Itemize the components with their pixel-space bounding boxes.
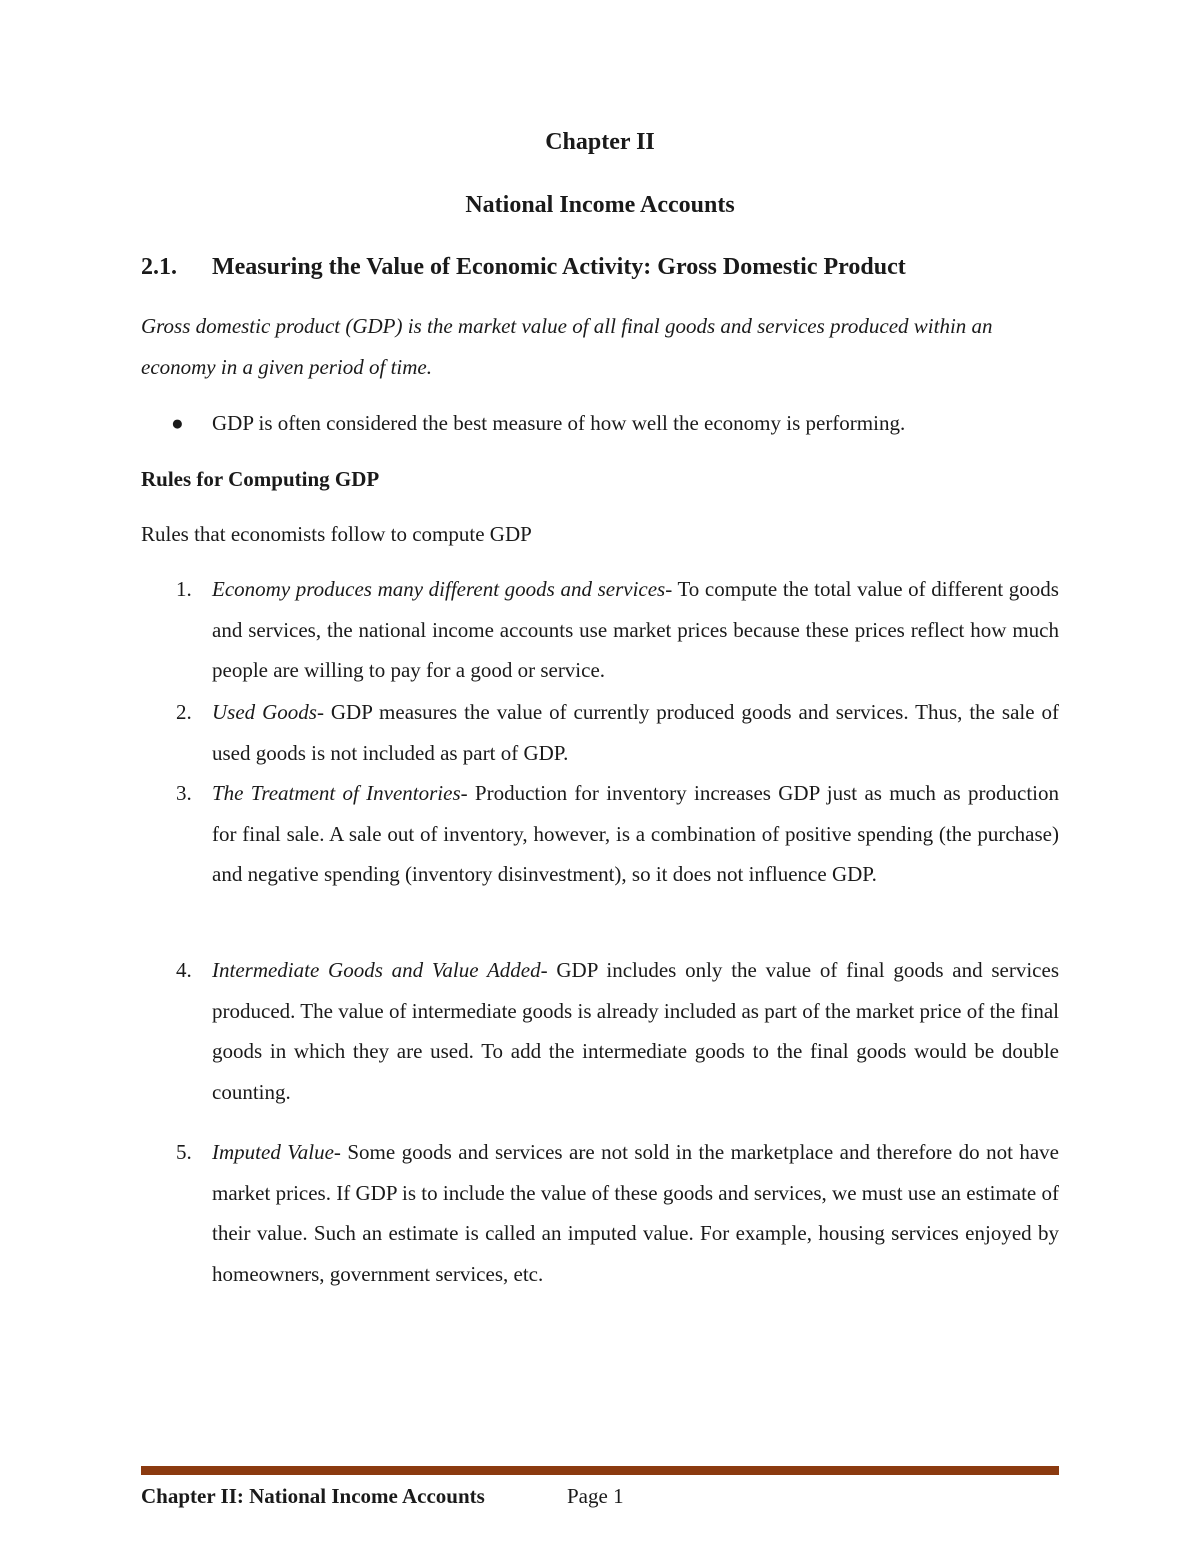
rule-item-5 [141, 1132, 1059, 1295]
rule-term: Used Goods [212, 700, 317, 724]
footer-rule [141, 1466, 1059, 1475]
rule-body [212, 569, 1059, 691]
bullet-item [141, 405, 1061, 441]
rule-body [212, 692, 1059, 773]
rule-number: 2. [176, 700, 192, 724]
rule-item-1 [141, 569, 1059, 691]
rules-heading: Rules for Computing GDP [141, 467, 380, 491]
bullet-icon: ● [171, 411, 184, 435]
section-number: 2.1. [141, 254, 177, 280]
rule-number: 5. [176, 1140, 192, 1164]
section-title: Measuring the Value of Economic Activity: Gross Domestic Product [212, 254, 906, 280]
rule-number: 4. [176, 958, 192, 982]
rule-term: The Treatment of Inventories [212, 781, 461, 805]
bullet-list [141, 405, 1061, 441]
rule-text: - Some goods and services are not sold in the marketplace and therefore do not have market prices. If GDP is to include the value of these goods and services, we must use an estimate of their value. Such an estimate is called an imputed value. For example, housing services enjoyed by homeowners, government services, etc. [212, 1140, 1059, 1287]
rule-number: 1. [176, 577, 192, 601]
page-number: Page 1 [567, 1484, 624, 1508]
rule-body [212, 950, 1059, 1113]
rule-number: 3. [176, 781, 192, 805]
rule-item-2 [141, 692, 1059, 773]
rule-term: Intermediate Goods and Value Added [212, 958, 541, 982]
rule-text: - To compute the total value of different goods and services, the national income accounts use market prices because these prices reflect how much people are willing to pay for a good or service. [212, 577, 1059, 683]
rule-body [212, 1132, 1059, 1295]
footer-title: Chapter II: National Income Accounts [141, 1484, 485, 1508]
chapter-title: National Income Accounts [465, 192, 735, 218]
rule-item-3 [141, 773, 1059, 895]
rule-text: - Production for inventory increases GDP just as much as production for final sale. A sale out of inventory, however, is a combination of positive spending (the purchase) and negative spending (inventory disinvestment), so it does not influence GDP. [212, 781, 1059, 887]
rule-term: Imputed Value [212, 1140, 334, 1164]
rule-term: Economy produces many different goods and services [212, 577, 666, 601]
rule-text: - GDP measures the value of currently produced goods and services. Thus, the sale of used goods is not included as part of GDP. [212, 700, 1059, 765]
chapter-label: Chapter II [545, 129, 655, 155]
bullet-text: GDP is often considered the best measure of how well the economy is performing. [212, 411, 906, 435]
section-heading [141, 249, 906, 285]
gdp-definition: Gross domestic product (GDP) is the market value of all final goods and services produced within an economy in a given period of time. [141, 314, 993, 379]
rule-item-4 [141, 950, 1059, 1113]
rules-intro: Rules that economists follow to compute GDP [141, 522, 532, 546]
rule-text: - GDP includes only the value of final goods and services produced. The value of intermediate goods is already included as part of the market price of the final goods in which they are used. To add the intermediate goods to the final goods would be double counting. [212, 958, 1059, 1105]
rule-body [212, 773, 1059, 895]
